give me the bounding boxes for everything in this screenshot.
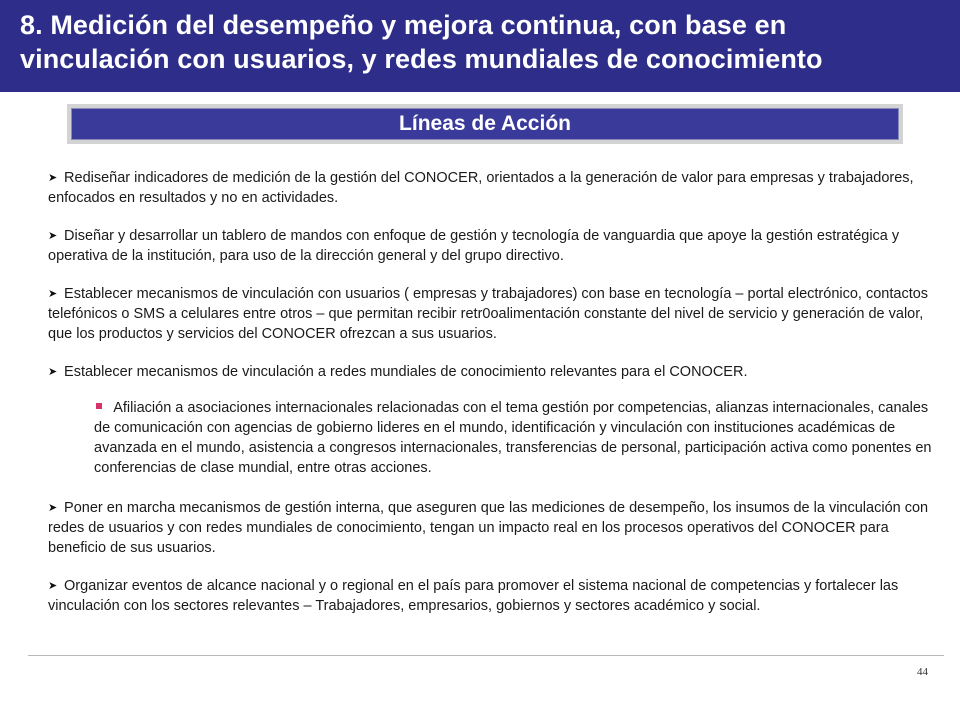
- section-header-label: Líneas de Acción: [71, 108, 899, 140]
- list-item: [48, 168, 936, 208]
- list-item: [48, 362, 936, 382]
- list-item-text: Establecer mecanismos de vinculación a redes mundiales de conocimiento relevantes para el CONOCER.: [64, 364, 748, 380]
- title-bar: [0, 0, 960, 92]
- list-item-text: Organizar eventos de alcance nacional y o regional en el país para promover el sistema nacional de competencias y fortalecer las vinculación con los sectores relevantes – Trabajadores, empresarios, gobiernos y sectores académico y social.: [48, 578, 899, 614]
- page-number: 44: [917, 666, 928, 678]
- arrow-bullet-icon: ➤: [48, 502, 58, 514]
- arrow-bullet-icon: ➤: [48, 230, 58, 242]
- arrow-bullet-icon: ➤: [48, 288, 58, 300]
- page-title-line-1: 8. Medición del desempeño y mejora continua, con base en: [20, 10, 787, 40]
- footer-divider: [28, 655, 944, 656]
- list-item-text: Rediseñar indicadores de medición de la gestión del CONOCER, orientados a la generación de valor para empresas y trabajadores, enfocados en resultados y no en actividades.: [48, 170, 914, 206]
- page-title-line-2: vinculación con usuarios, y redes mundiales de conocimiento: [20, 44, 823, 74]
- list-item-text: Poner en marcha mecanismos de gestión interna, que aseguren que las mediciones de desempeño, los insumos de la vinculación con redes de usuarios y con redes mundiales de conocimiento, tengan un impacto real en los procesos operativos del CONOCER para beneficio de sus usuarios.: [48, 500, 929, 556]
- sub-list-item: [94, 398, 936, 478]
- list-item-text: Diseñar y desarrollar un tablero de mandos con enfoque de gestión y tecnología de vanguardia que apoye la gestión estratégica y operativa de la institución, para uso de la dirección general y del grupo directivo.: [48, 228, 900, 264]
- list-item-text: Establecer mecanismos de vinculación con usuarios ( empresas y trabajadores) con base en tecnología – portal electrónico, contactos telefónicos o SMS a celulares entre otros – que permitan recibir retr0oalimentación constante del nivel de servicio y generación de valor, que los productos y servicios del CONOCER ofrezcan a sus usuarios.: [48, 286, 929, 342]
- list-item: [48, 284, 936, 344]
- list-item: [48, 498, 936, 558]
- arrow-bullet-icon: ➤: [48, 580, 58, 592]
- square-bullet-icon: [96, 403, 102, 409]
- section-header: [67, 104, 903, 144]
- sub-list-item-text: Afiliación a asociaciones internacionales relacionadas con el tema gestión por competencias, alianzas internacionales, canales de comunicación con agencias de gobierno lideres en el mundo, identificación y vinculación con instituciones académicas de avanzada en el mundo, asistencia a congresos internacionales, transferencias de personal, participación activa como ponentes en conferencias de clase mundial, entre otras acciones.: [94, 400, 932, 476]
- page-title: [20, 8, 940, 76]
- arrow-bullet-icon: ➤: [48, 172, 58, 184]
- list-item: [48, 226, 936, 266]
- action-lines-list: [48, 168, 936, 634]
- arrow-bullet-icon: ➤: [48, 366, 58, 378]
- list-item: [48, 576, 936, 616]
